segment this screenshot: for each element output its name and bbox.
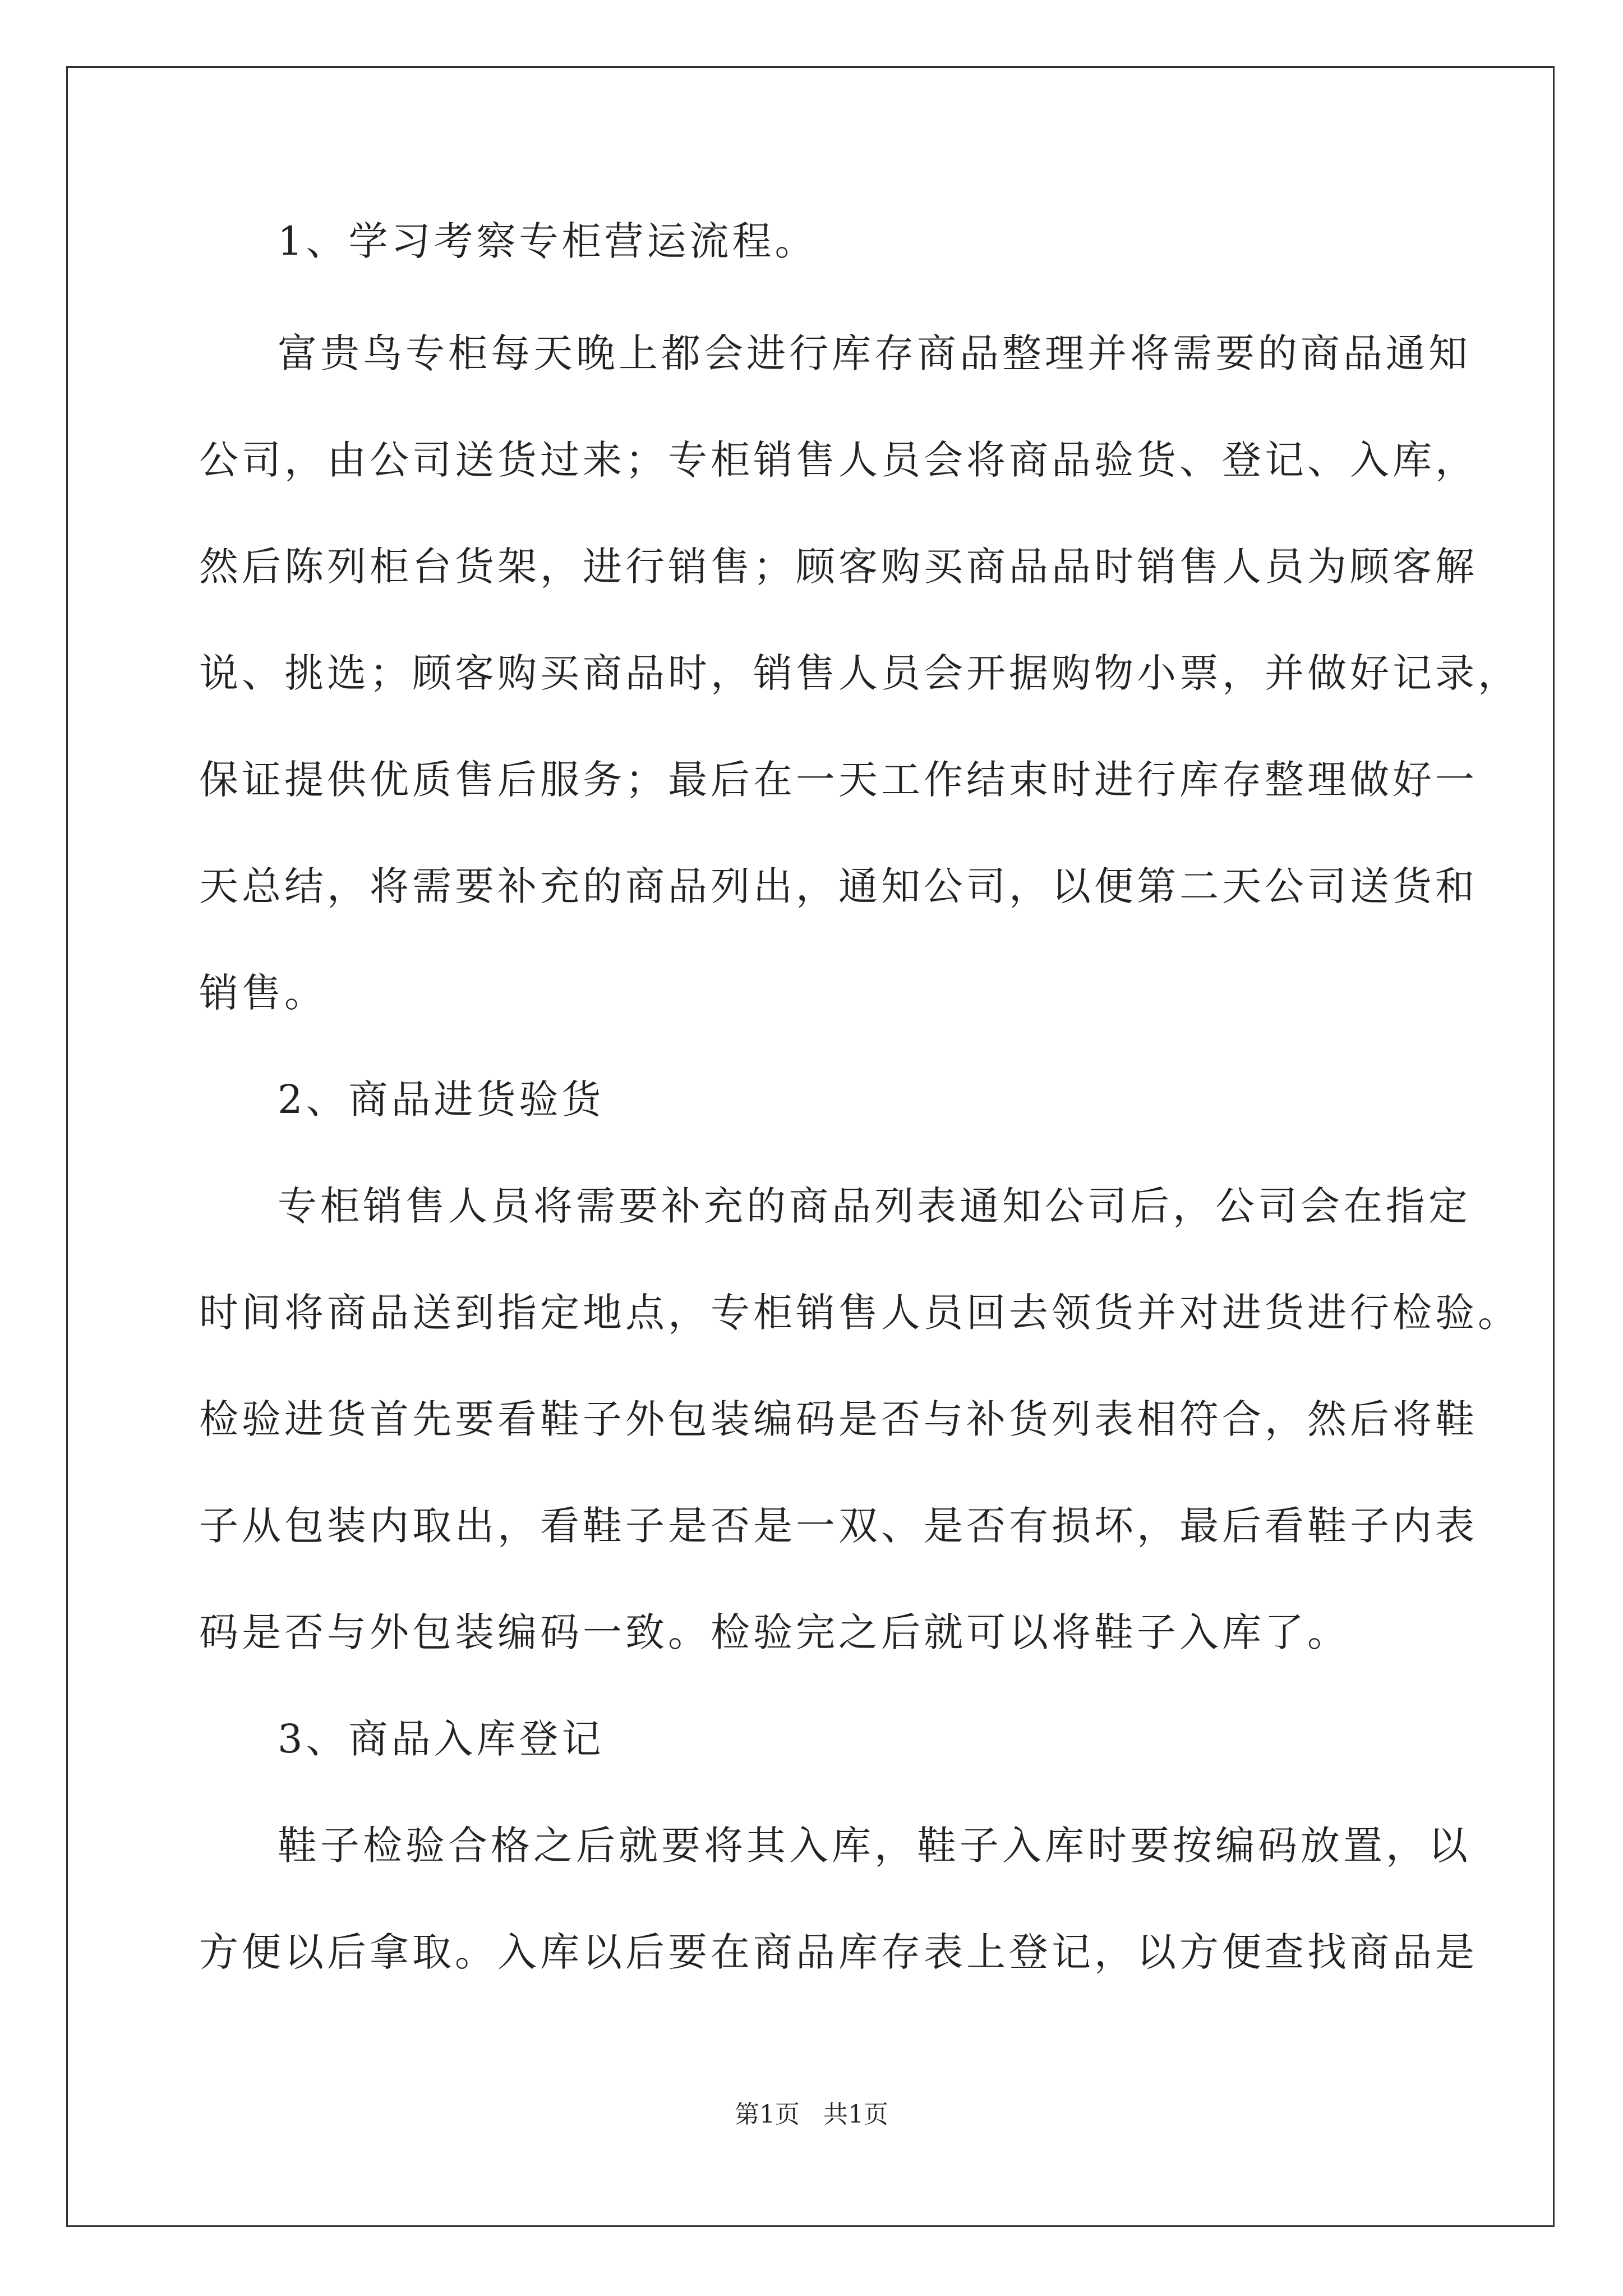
page-border xyxy=(66,66,1555,2227)
paragraph-line: 检验进货首先要看鞋子外包装编码是否与补货列表相符合，然后将鞋 xyxy=(199,1396,1478,1442)
page-footer xyxy=(0,2098,1623,2132)
section-heading-1: 1、学习考察专柜营运流程。 xyxy=(278,218,818,264)
paragraph-line: 子从包装内取出，看鞋子是否是一双、是否有损坏，最后看鞋子内表 xyxy=(199,1503,1478,1549)
section-heading-3: 3、商品入库登记 xyxy=(278,1716,605,1762)
paragraph-line: 富贵鸟专柜每天晚上都会进行库存商品整理并将需要的商品通知 xyxy=(278,330,1471,376)
section-heading-2: 2、商品进货验货 xyxy=(278,1076,605,1122)
paragraph-line: 时间将商品送到指定地点，专柜销售人员回去领货并对进货进行检验。 xyxy=(199,1290,1520,1336)
paragraph-line: 天总结，将需要补充的商品列出，通知公司，以便第二天公司送货和 xyxy=(199,863,1478,909)
paragraph-line: 然后陈列柜台货架，进行销售；顾客购买商品品时销售人员为顾客解 xyxy=(199,544,1478,590)
paragraph-line: 说、挑选；顾客购买商品时，销售人员会开据购物小票，并做好记录， xyxy=(199,650,1520,696)
paragraph-line: 鞋子检验合格之后就要将其入库，鞋子入库时要按编码放置，以 xyxy=(278,1823,1471,1869)
paragraph-line: 专柜销售人员将需要补充的商品列表通知公司后，公司会在指定 xyxy=(278,1183,1471,1229)
paragraph-line: 销售。 xyxy=(199,970,327,1016)
paragraph-line: 公司，由公司送货过来；专柜销售人员会将商品验货、登记、入库， xyxy=(199,437,1478,483)
paragraph-line: 方便以后拿取。入库以后要在商品库存表上登记，以方便查找商品是 xyxy=(199,1929,1478,1975)
page-total: 共1页 xyxy=(823,2100,888,2129)
page-number: 第1页 xyxy=(735,2100,800,2129)
paragraph-line: 保证提供优质售后服务；最后在一天工作结束时进行库存整理做好一 xyxy=(199,757,1478,803)
paragraph-line: 码是否与外包装编码一致。检验完之后就可以将鞋子入库了。 xyxy=(199,1609,1350,1655)
